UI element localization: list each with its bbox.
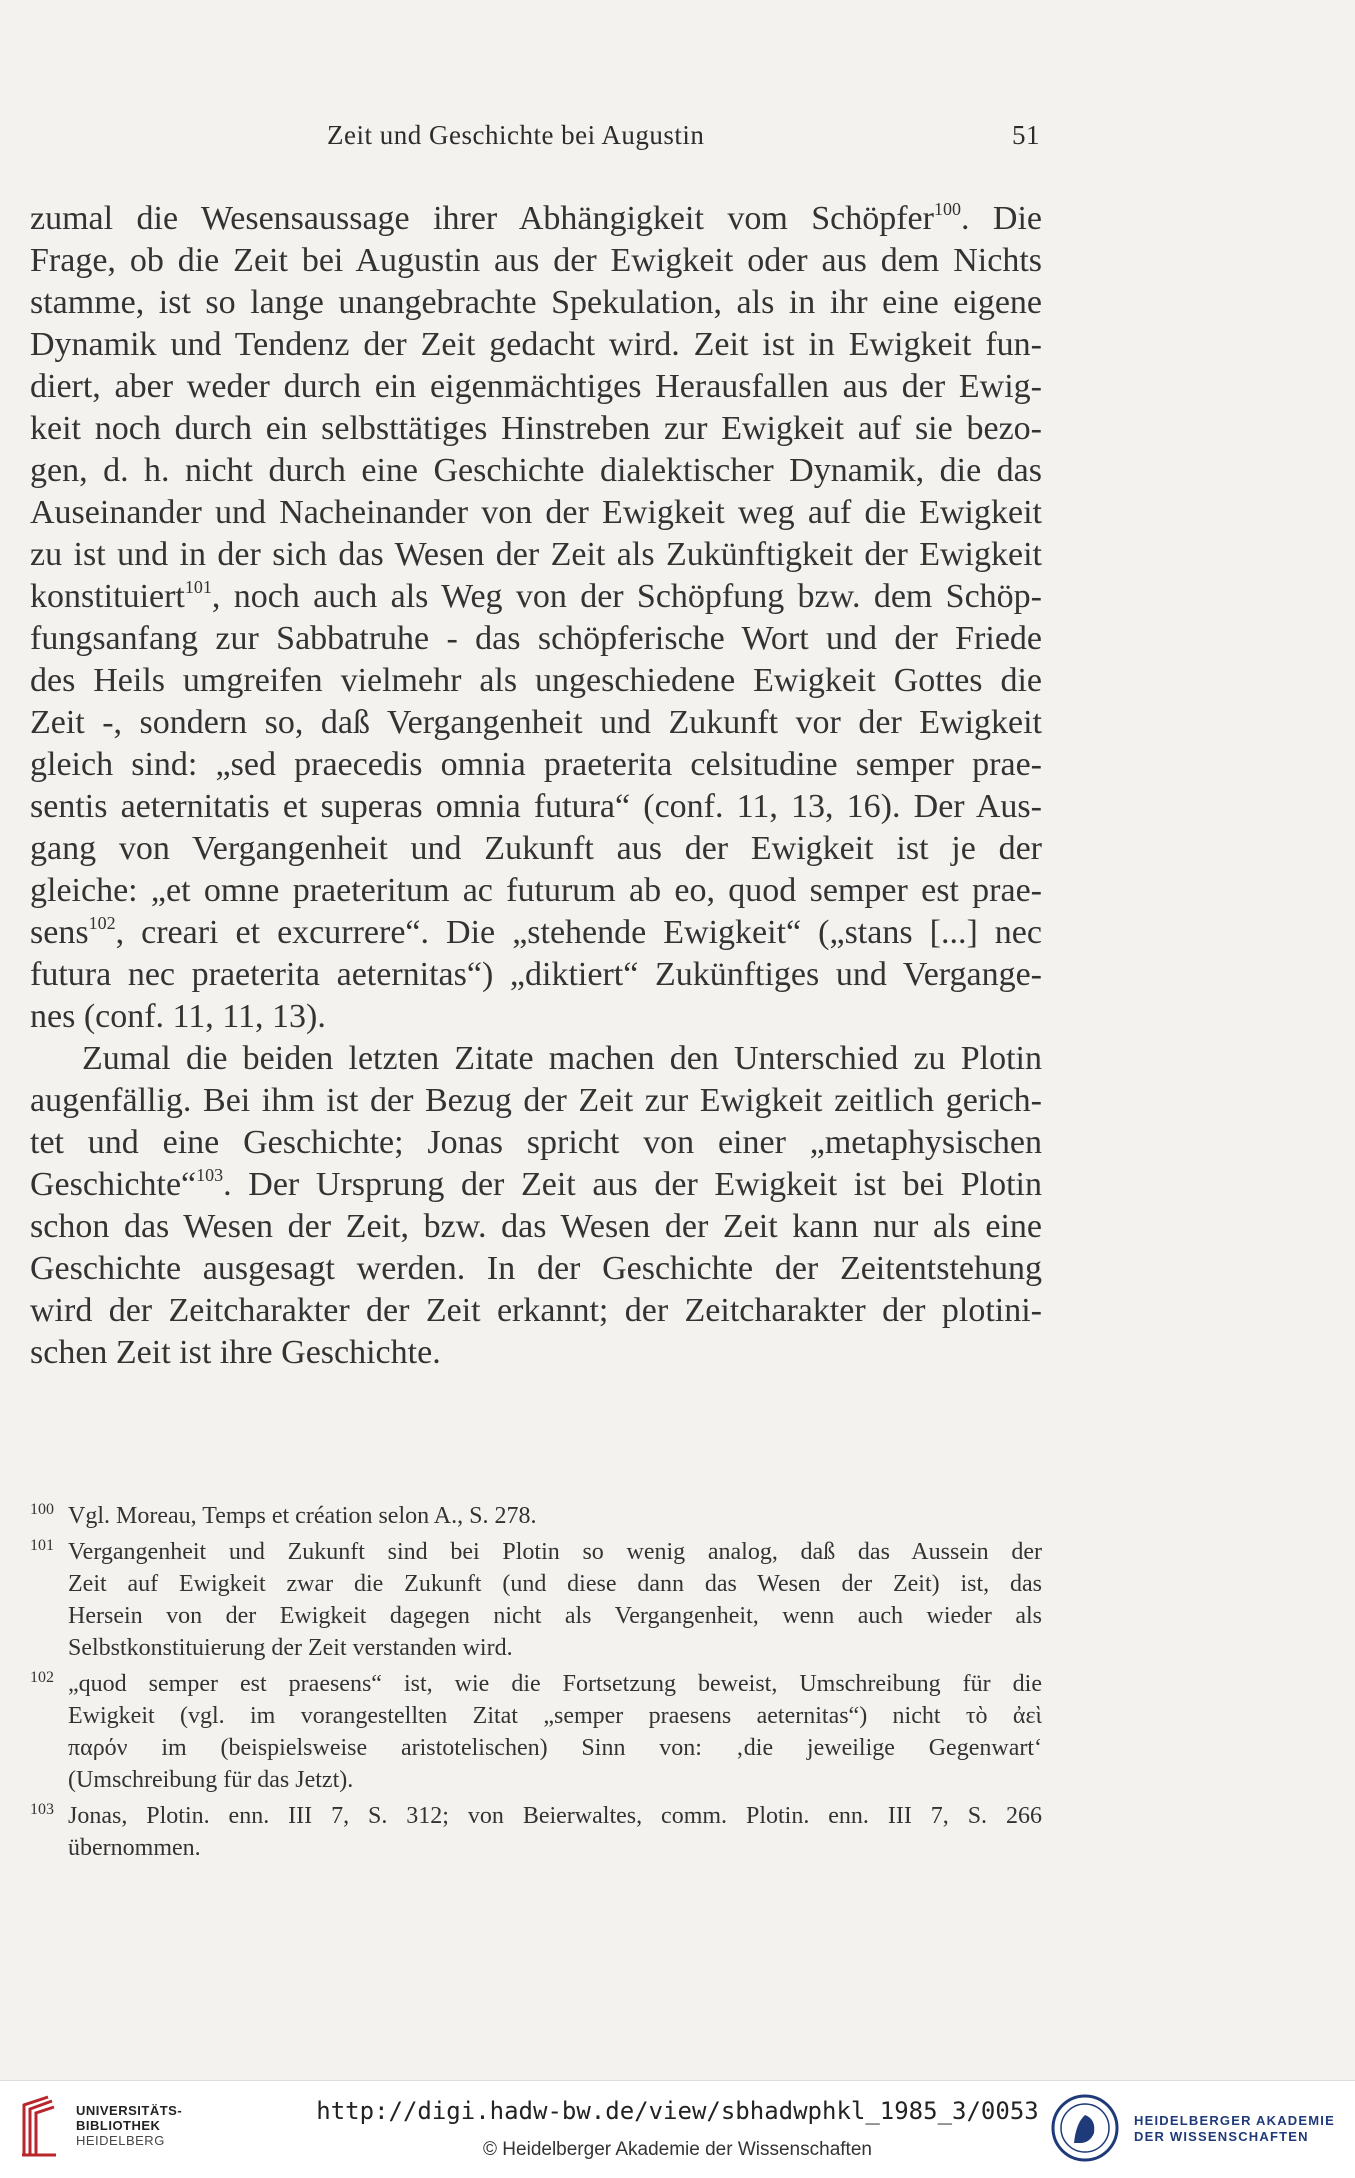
text-segment: fungsanfang zur Sabbatruhe - das schöpferische Wort und der Friede [30,620,1042,657]
text-segment: gen, d. h. nicht durch eine Geschichte dialektischer Dynamik, die das [30,452,1042,489]
text-segment: gleiche: „et omne praeteritum ac futurum ab eo, quod semper est prae- [30,872,1042,909]
text-segment: schen Zeit ist ihre Geschichte. [30,1334,441,1371]
footnote-number: 103 [30,1801,54,1818]
permalink-url[interactable]: http://digi.hadw-bw.de/view/sbhadwphkl_1985_3/0053 [316,2097,1039,2125]
text-line [30,324,1042,366]
library-name-line2: BIBLIOTHEK [76,2118,161,2133]
text-line [30,450,1042,492]
page-number: 51 [1012,120,1040,150]
library-name-line1: UNIVERSITÄTS- [76,2103,183,2118]
text-line [30,366,1042,408]
text-line [30,534,1042,576]
text-segment: keit noch durch ein selbsttätiges Hinstreben zur Ewigkeit auf sie bezo- [30,410,1042,447]
text-segment: des Heils umgreifen vielmehr als ungeschiedene Ewigkeit Gottes die [30,662,1042,699]
text-segment: Auseinander und Nacheinander von der Ewigkeit weg auf die Ewigkeit [30,494,1042,531]
footnote-line: „quod semper est praesens“ ist, wie die Fortsetzung beweist, Umschreibung für die [68,1671,1042,1697]
footnote-reference: 101 [184,577,212,597]
footnote-line: Selbstkonstituierung der Zeit verstanden wird. [68,1635,513,1661]
academy-seal-icon [1050,2093,1120,2163]
running-head [0,120,1355,160]
footnote-reference: 102 [88,913,116,933]
text-line [30,1122,1042,1164]
text-segment: futura nec praeterita aeternitas“) „diktiert“ Zukünftiges und Vergange- [30,956,1042,993]
text-segment: konstituiert [30,578,185,615]
text-segment: Zumal die beiden letzten Zitate machen den Unterschied zu Plotin [82,1040,1042,1077]
text-line [30,996,1042,1038]
text-segment: diert, aber weder durch ein eigenmächtiges Herausfallen aus der Ewig- [30,368,1042,405]
footnote-line: Hersein von der Ewigkeit dagegen nicht als Vergangenheit, wenn auch wieder als [68,1603,1042,1629]
text-segment: Dynamik und Tendenz der Zeit gedacht wird. Zeit ist in Ewigkeit fun- [30,326,1042,363]
text-line [30,1332,1042,1374]
footnote [30,1500,1042,1532]
text-segment: gang von Vergangenheit und Zukunft aus der Ewigkeit ist je der [30,830,1042,867]
text-segment: Zeit -, sondern so, daß Vergangenheit und Zukunft vor der Ewigkeit [30,704,1042,741]
library-name-line3: HEIDELBERG [76,2133,165,2148]
footnote-line: Jonas, Plotin. enn. III 7, S. 312; von Beierwaltes, comm. Plotin. enn. III 7, S. 266 [68,1803,1042,1829]
footnote-reference: 103 [196,1165,224,1185]
footnote-line: Vgl. Moreau, Temps et création selon A., S. 278. [68,1503,537,1529]
text-segment: nes (conf. 11, 11, 13). [30,998,326,1035]
text-line [30,744,1042,786]
text-segment: Geschichte“ [30,1166,197,1203]
text-line [30,1290,1042,1332]
text-line [30,282,1042,324]
body-text [30,198,1042,1374]
text-line [30,870,1042,912]
text-line [30,240,1042,282]
footnote-line: (Umschreibung für das Jetzt). [68,1767,354,1793]
text-line [30,408,1042,450]
footnote [30,1668,1042,1796]
text-segment: zumal die Wesensaussage ihrer Abhängigkeit vom Schöpfer [30,200,934,237]
text-segment: gleich sind: „sed praecedis omnia praeterita celsitudine semper prae- [30,746,1042,783]
text-segment: schon das Wesen der Zeit, bzw. das Wesen der Zeit kann nur als eine [30,1208,1042,1245]
text-segment: zu ist und in der sich das Wesen der Zeit als Zukünftigkeit der Ewigkeit [30,536,1042,573]
text-line [30,912,1042,954]
text-line [30,1248,1042,1290]
academy-name-line2: DER WISSENSCHAFTEN [1134,2129,1309,2144]
text-line [30,954,1042,996]
footnote-line: παρόν im (beispielsweise aristotelischen) Sinn von: ‚die jeweilige Gegenwart‘ [68,1735,1042,1761]
text-segment: sentis aeternitatis et superas omnia futura“ (conf. 11, 13, 16). Der Aus- [30,788,1042,825]
footer-bar [0,2080,1355,2178]
text-line [30,1206,1042,1248]
footnote-line: Zeit auf Ewigkeit zwar die Zukunft (und diese dann das Wesen der Zeit) ist, das [68,1571,1042,1597]
academy-name-line1: HEIDELBERGER AKADEMIE [1134,2113,1335,2128]
text-line [30,198,1042,240]
academy-name [1134,2113,1335,2145]
footnote-line: Ewigkeit (vgl. im vorangestellten Zitat „semper praesens aeternitas“) nicht τὸ ἀεὶ [68,1703,1042,1729]
footnotes [30,1500,1042,1868]
text-line [30,1164,1042,1206]
text-line [30,576,1042,618]
text-segment: sens [30,914,89,951]
text-line [30,492,1042,534]
text-segment: Frage, ob die Zeit bei Augustin aus der Ewigkeit oder aus dem Nichts [30,242,1042,279]
text-line [30,1038,1042,1080]
text-line [30,618,1042,660]
footnote-reference: 100 [933,199,961,219]
text-segment: , creari et excurrere“. Die „stehende Ewigkeit“ („stans [...] nec [115,914,1042,951]
copyright-notice: © Heidelberger Akademie der Wissenschaften [483,2139,872,2160]
text-segment: augenfällig. Bei ihm ist der Bezug der Zeit zur Ewigkeit zeitlich gerich- [30,1082,1042,1119]
footnote-number: 102 [30,1669,54,1686]
text-segment: stamme, ist so lange unangebrachte Spekulation, als in ihr eine eigene [30,284,1042,321]
text-line [30,1080,1042,1122]
text-line [30,660,1042,702]
footnote-line: Vergangenheit und Zukunft sind bei Plotin so wenig analog, daß das Aussein der [68,1539,1042,1565]
text-segment: Geschichte ausgesagt werden. In der Geschichte der Zeitentstehung [30,1250,1042,1287]
running-title: Zeit und Geschichte bei Augustin [327,120,705,150]
text-segment: tet und eine Geschichte; Jonas spricht von einer „metaphysischen [30,1124,1042,1161]
text-line [30,702,1042,744]
text-line [30,786,1042,828]
text-segment: , noch auch als Weg von der Schöpfung bzw. dem Schöp- [211,578,1042,615]
footnote [30,1536,1042,1664]
text-segment: . Der Ursprung der Zeit aus der Ewigkeit ist bei Plotin [223,1166,1042,1203]
text-segment: . Die [960,200,1043,237]
footnote [30,1800,1042,1864]
footnote-line: übernommen. [68,1835,201,1861]
text-line [30,828,1042,870]
text-segment: wird der Zeitcharakter der Zeit erkannt; der Zeitcharakter der plotini- [30,1292,1042,1329]
footnote-number: 101 [30,1537,54,1554]
footnote-number: 100 [30,1501,54,1518]
